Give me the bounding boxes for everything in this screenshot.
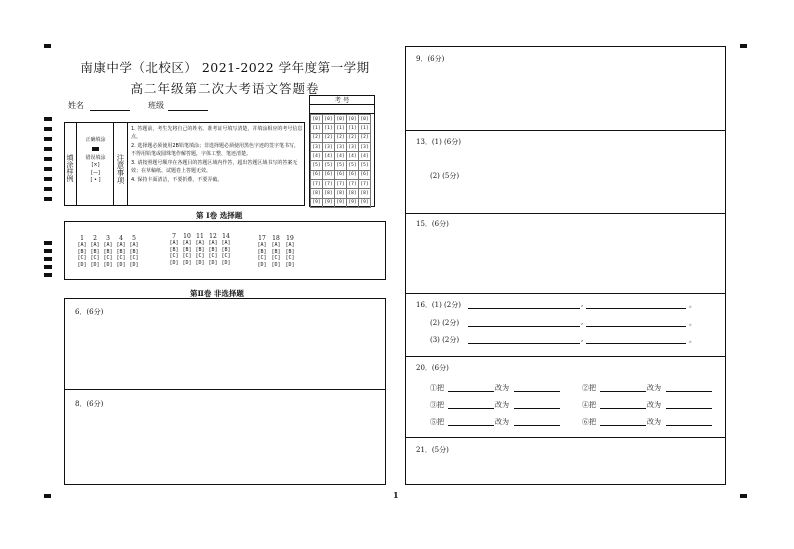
q15-label: 15．(6分) — [416, 220, 449, 228]
exam-number-grid[interactable]: [0] [0] [0] [0] [0] [1] [1] [1] [1] [1] [2] [2] [2] [2] [2] [3] [3] [3] [3] [3] [4] [4] [4] [4] [4] [5] [5] [5] [5] [5] [6] [6] [6] [6] [6] [7] [7] [7] [7] [7] [8] [8] [8] [8] [8] [9] [9] [9] [9] [9] — [310, 114, 371, 208]
q20-item-2-label: ②把 — [582, 384, 596, 392]
name-field[interactable] — [90, 110, 130, 111]
q16-1-label: 16．(1) (2分) — [416, 301, 461, 309]
q16-1-blank-b[interactable] — [586, 308, 686, 309]
class-field[interactable] — [168, 110, 208, 111]
q20-item-4-to[interactable] — [666, 408, 712, 409]
q20-item-3-from[interactable] — [448, 408, 494, 409]
correct-fill-label: 正确填涂 — [85, 137, 106, 143]
exam-number-box — [309, 95, 375, 207]
q13-answer-area[interactable] — [406, 147, 725, 211]
corner-mark-bottom-right — [740, 494, 747, 498]
class-label: 班级 — [148, 101, 164, 110]
q20-item-5-from[interactable] — [448, 425, 494, 426]
right-answer-column: 9．(6分) 13．(1) (6分) (2) (5分) 15．(6分) 16．(1) (2分) , 。 (2) (2分) , 。 (3) (2分) , 。 20．(6分) ①把 改为 ②把 改为 ③把 改为 ④把 改为 ⑤把 改为 ⑥把 改为 21．(5分) — [405, 46, 726, 485]
fill-example-label: 填涂样例 — [65, 123, 77, 205]
q20-item-6-from[interactable] — [600, 425, 646, 426]
choice-group-3[interactable]: 17 [A] [B] [C] [D] 18 [A] [B] [C] [D] 19 [A] [B] [C] [D] — [257, 235, 295, 268]
q16-3-blank-a[interactable] — [468, 343, 580, 344]
q9-label: 9．(6分) — [416, 55, 445, 63]
corner-mark-top-right — [740, 44, 747, 48]
q21-label: 21．(5分) — [416, 446, 449, 454]
q9-answer-area[interactable] — [406, 65, 725, 129]
notes-list: 1. 答题前，考生先将自己的姓名、准考证号填写清楚，并填涂相应的考号信息点。 2. 选择题必须使用2B铅笔填涂；非选择题必须使用黑色字迹的签字笔书写，不得用铅笔或圆珠笔作解答题，字体工整、笔迹清楚。 3. 请按照题号顺序在各题目的答题区域内作答，超出答题区域书写的答案无效；在草稿纸、试题卷上答题无效。 4. 保持卡面清洁，不要折叠，不要弄破。 — [131, 126, 303, 183]
choice-group-1[interactable]: 1 [A] [B] [C] [D] 2 [A] [B] [C] [D] 3 [A] [B] [C] [D] 4 [A] [B] [C] [D] 5 [A] [B] [C] [D] — [77, 235, 139, 268]
answer-box-q6-q8 — [64, 298, 386, 485]
q16-2-label: (2) (2分) — [430, 319, 460, 327]
fill-example-panel: 正确填涂 错误填涂 [×] [—] [ • ] — [78, 123, 114, 205]
q20-item-4-from[interactable] — [600, 408, 646, 409]
section2-title: 第Ⅱ卷 非选择题 — [190, 289, 244, 298]
q20-item-2-to[interactable] — [666, 391, 712, 392]
q6-answer-area[interactable] — [65, 319, 385, 389]
q13-2-label: (2) (5分) — [430, 172, 460, 180]
q16-3-blank-b[interactable] — [586, 343, 686, 344]
q20-label: 20．(6分) — [416, 364, 449, 372]
q20-item-1-to[interactable] — [514, 391, 560, 392]
q20-item-3-to[interactable] — [514, 408, 560, 409]
q20-item-6-label: ⑥把 — [582, 418, 596, 426]
section1-title: 第 Ⅰ卷 选择题 — [196, 211, 243, 220]
q16-2-blank-b[interactable] — [586, 326, 686, 327]
q20-item-3-label: ③把 — [430, 401, 444, 409]
correct-fill-sample — [92, 147, 99, 151]
q20-item-1-from[interactable] — [448, 391, 494, 392]
q16-3-label: (3) (2分) — [430, 336, 460, 344]
q20-item-2-from[interactable] — [600, 391, 646, 392]
exam-number-title: 考 号 — [310, 96, 374, 105]
title-line2: 高二年级第二次大考语文答题卷 — [130, 81, 320, 96]
q21-answer-area[interactable] — [406, 455, 725, 483]
wrong-fill-label: 错误填涂 — [85, 154, 106, 161]
q13-1-label: 13．(1) (6分) — [416, 138, 461, 146]
q20-item-5-label: ⑤把 — [430, 418, 444, 426]
page-number: 1 — [393, 490, 399, 500]
corner-mark-top-left — [44, 44, 51, 48]
choice-answer-box — [64, 221, 386, 280]
q8-answer-area[interactable] — [65, 411, 385, 483]
q20-item-4-label: ④把 — [582, 401, 596, 409]
q20-item-1-label: ①把 — [430, 384, 444, 392]
name-label: 姓名 — [68, 101, 84, 110]
q16-2-blank-a[interactable] — [468, 326, 580, 327]
q8-label: 8．(6分) — [75, 400, 104, 408]
choice-group-2[interactable]: 7 [A] [B] [C] [D] 10 [A] [B] [C] [D] 11 [A] [B] [C] [D] 12 [A] [B] [C] [D] 14 [A] [B] [C] [D] — [169, 233, 231, 266]
title-line1: 南康中学（北校区） 2021-2022 学年度第一学期 — [80, 60, 370, 75]
q16-1-blank-a[interactable] — [468, 308, 580, 309]
q20-item-5-to[interactable] — [514, 425, 560, 426]
corner-mark-bottom-left — [44, 494, 51, 498]
instructions-box — [64, 122, 305, 206]
q15-answer-area[interactable] — [406, 231, 725, 291]
notes-label: 注意事项 — [114, 123, 128, 205]
q6-label: 6．(6分) — [75, 308, 104, 316]
q20-item-6-to[interactable] — [666, 425, 712, 426]
